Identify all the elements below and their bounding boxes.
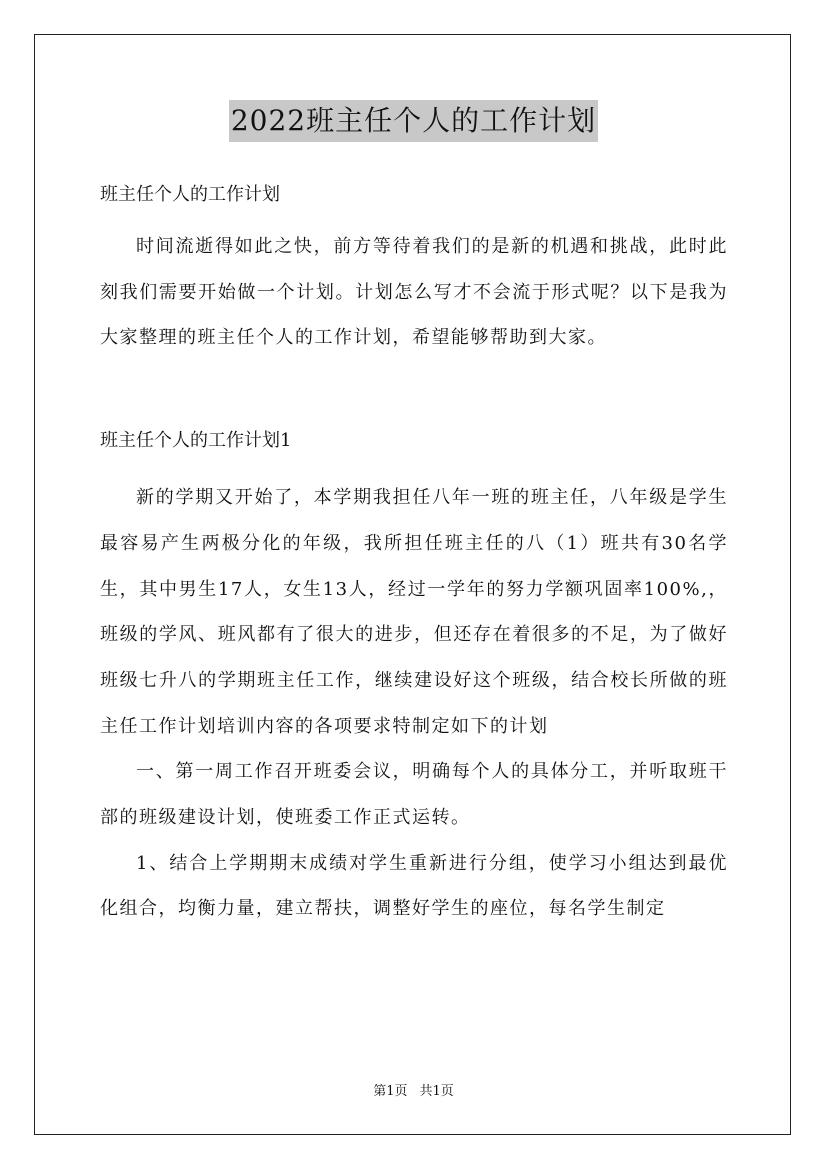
document-subtitle: 班主任个人的工作计划 [100, 184, 280, 205]
title-container [0, 100, 827, 142]
page-total: 共1页 [419, 1084, 454, 1099]
page-footer [0, 1083, 827, 1101]
body-paragraph-3: 1、结合上学期期末成绩对学生重新进行分组，使学习小组达到最优化组合，均衡力量，建立帮扶，调整好学生的座位，每名学生制定 [100, 852, 728, 920]
document-title: 2022班主任个人的工作计划 [229, 100, 598, 142]
document-body [100, 176, 728, 932]
page-number: 第1页 [373, 1084, 408, 1099]
intro-paragraph: 时间流逝得如此之快，前方等待着我们的是新的机遇和挑战，此时此刻我们需要开始做一个计划。计划怎么写才不会流于形式呢？以下是我为大家整理的班主任个人的工作计划，希望能够帮助到大家。 [100, 236, 728, 349]
section-heading: 班主任个人的工作计划1 [100, 430, 292, 452]
body-paragraph-1: 新的学期又开始了，本学期我担任八年一班的班主任，八年级是学生最容易产生两极分化的年级，我所担任班主任的八（1）班共有30名学生，其中男生17人，女生13人，经过一学年的努力学额巩固率100%,，班级的学风、班风都有了很大的进步，但还存在着很多的不足，为了做好班级七升八的学期班主任工作，继续建设好这个班级，结合校长所做的班主任工作计划培训内容的各项要求特制定如下的计划 [100, 487, 728, 737]
body-paragraph-2: 一、第一周工作召开班委会议，明确每个人的具体分工，并听取班干部的班级建设计划，使班委工作正式运转。 [100, 761, 728, 829]
